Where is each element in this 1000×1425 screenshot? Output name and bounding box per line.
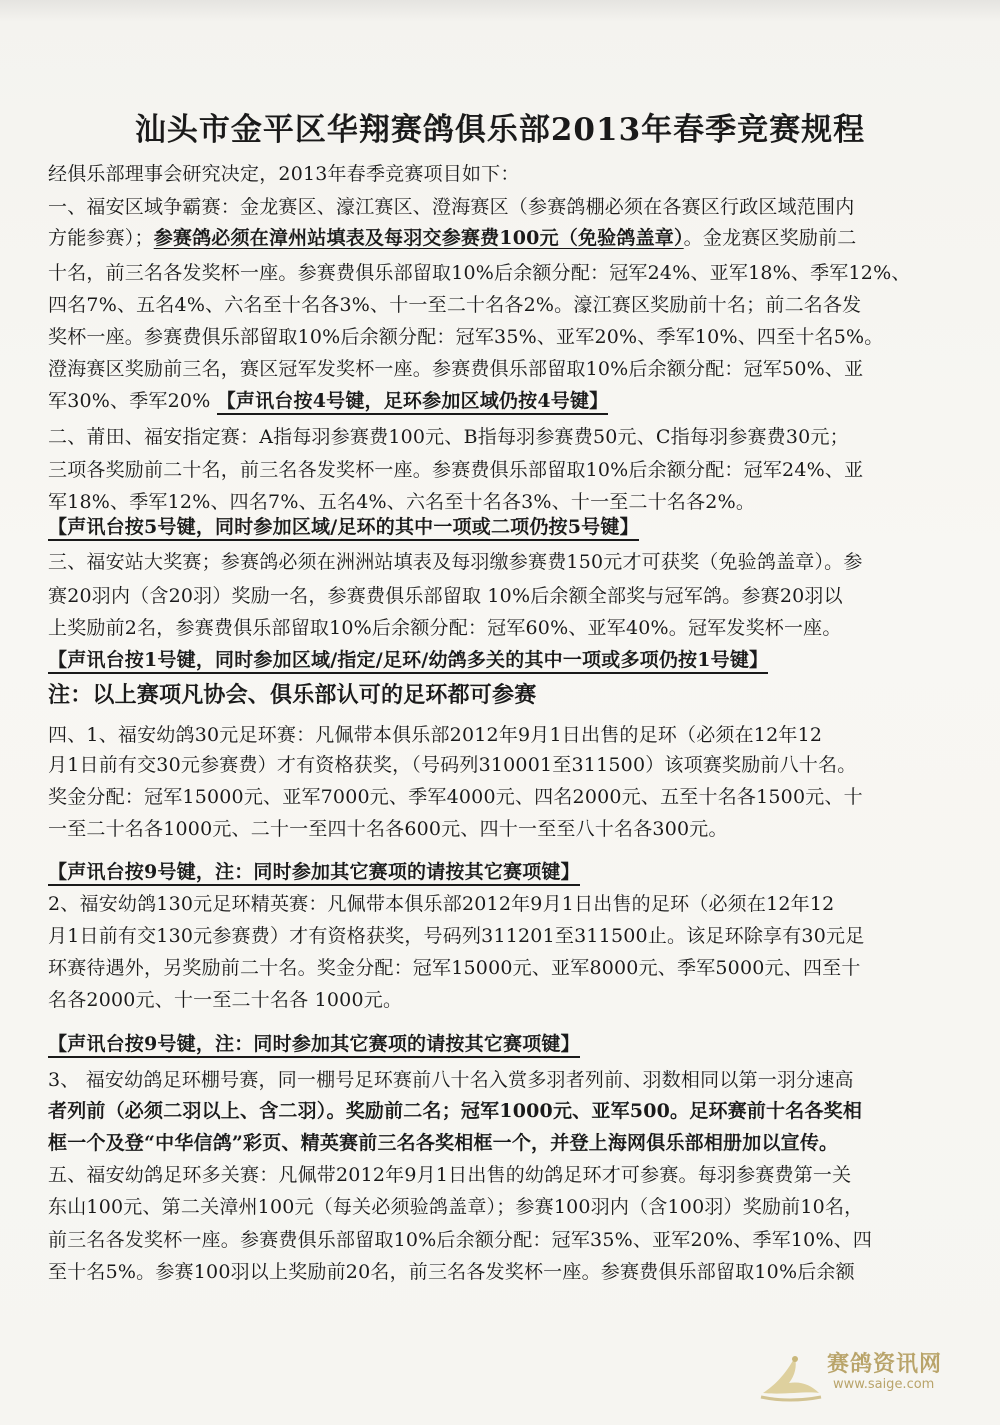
site-watermark xyxy=(755,1345,970,1405)
body-line: 奖杯一座。参赛费俱乐部留取10%后余额分配：冠军35%、亚军20%、季军10%、四至十名5%。 xyxy=(48,326,884,348)
body-line: 前三名各发奖杯一座。参赛费俱乐部留取10%后余额分配：冠军35%、亚军20%、季军10%、四 xyxy=(48,1229,873,1251)
body-line: 名各2000元、十一至二十名各 1000元。 xyxy=(48,989,403,1011)
body-line: 四名7%、五名4%、六名至十名各3%、十一至二十名各2%。濠江赛区奖励前十名；前二名各发 xyxy=(48,294,862,316)
body-line xyxy=(48,510,968,544)
line-text: 军30%、季军20% xyxy=(48,390,217,412)
hotline-key-note: 【声讯台按9号键，注：同时参加其它赛项的请按其它赛项键】 xyxy=(48,1033,580,1058)
body-line: 四、1、福安幼鸽30元足环赛：凡佩带本俱乐部2012年9月1日出售的足环（必须在12年12 xyxy=(48,724,823,746)
body-line: 2、福安幼鸽130元足环精英赛：凡佩带本俱乐部2012年9月1日出售的足环（必须在12年12 xyxy=(48,893,835,915)
hotline-key-note: 【声讯台按9号键，注：同时参加其它赛项的请按其它赛项键】 xyxy=(48,861,580,886)
body-line: 框一个及登“中华信鸽”彩页、精英赛前三名各奖相框一个，并登上海网俱乐部相册加以宣传。 xyxy=(48,1132,839,1154)
body-line: 注：以上赛项凡协会、俱乐部认可的足环都可参赛 xyxy=(48,682,537,708)
document-title: 汕头市金平区华翔赛鸽俱乐部2013年春季竞赛规程 xyxy=(134,112,866,148)
underlined-emphasis: 参赛鸽必须在漳州站填表及每羽交参赛费100元（免验鸽盖章） xyxy=(153,227,684,249)
body-line xyxy=(48,221,968,255)
body-line: 二、莆田、福安指定赛：A指每羽参赛费100元、B指每羽参赛费50元、C指每羽参赛费30元； xyxy=(48,426,849,448)
watermark-site-name: 赛鸽资讯网 xyxy=(827,1352,943,1377)
body-line: 三、福安站大奖赛；参赛鸽必须在洲洲站填表及每羽缴参赛费150元才可获奖（免验鸽盖章）。参 xyxy=(48,551,863,573)
body-line: 者列前（必须二羽以上、含二羽）。奖励前二名；冠军1000元、亚军500。足环赛前十名各奖相 xyxy=(48,1100,863,1122)
body-line: 至十名5%。参赛100羽以上奖励前20名，前三名各发奖杯一座。参赛费俱乐部留取10%后余额 xyxy=(48,1261,855,1283)
body-line: 奖金分配：冠军15000元、亚军7000元、季军4000元、四名2000元、五至十名各1500元、十 xyxy=(48,786,863,808)
dove-logo-icon xyxy=(755,1345,825,1405)
hotline-key-note: 【声讯台按1号键，同时参加区域/指定/足环/幼鸽多关的其中一项或多项仍按1号键】 xyxy=(48,649,768,674)
body-line: 环赛待遇外，另奖励前二十名。奖金分配：冠军15000元、亚军8000元、季军5000元、四至十 xyxy=(48,957,861,979)
line-text: 。金龙赛区奖励前二 xyxy=(683,227,857,249)
body-line xyxy=(48,643,968,677)
body-line: 三项各奖励前二十名，前三名各发奖杯一座。参赛费俱乐部留取10%后余额分配：冠军24%、亚 xyxy=(48,459,864,481)
body-line: 十名，前三名各发奖杯一座。参赛费俱乐部留取10%后余额分配：冠军24%、亚军18%、季军12%、 xyxy=(48,262,911,284)
body-line: 月1日前有交30元参赛费）才有资格获奖，（号码列310001至311500）该项赛奖励前八十名。 xyxy=(48,754,857,776)
body-line: 一、福安区域争霸赛：金龙赛区、濠江赛区、澄海赛区（参赛鸽棚必须在各赛区行政区域范围内 xyxy=(48,196,855,218)
body-line: 赛20羽内（含20羽）奖励一名，参赛费俱乐部留取 10%后余额全部奖与冠军鸽。参赛20羽以 xyxy=(48,585,843,607)
body-line: 月1日前有交130元参赛费）才有资格获奖，号码列311201至311500止。该足环除享有30元足 xyxy=(48,925,865,947)
body-line xyxy=(48,855,968,889)
body-line: 东山100元、第二关漳州100元（每关必须验鸽盖章）；参赛100羽内（含100羽）奖励前10名， xyxy=(48,1196,864,1218)
scan-edge-shadow xyxy=(0,0,1000,22)
body-line: 上奖励前2名，参赛费俱乐部留取10%后余额分配：冠军60%、亚军40%。冠军发奖杯一座。 xyxy=(48,617,842,639)
hotline-key-note: 【声讯台按5号键，同时参加区域/足环的其中一项或二项仍按5号键】 xyxy=(48,516,639,541)
body-line: 3、 福安幼鸽足环棚号赛，同一棚号足环赛前八十名入赏多羽者列前、羽数相同以第一羽分速高 xyxy=(48,1069,854,1091)
body-line: 军18%、季军12%、四名7%、五名4%、六名至十名各3%、十一至二十名各2%。 xyxy=(48,491,756,513)
body-line: 一至二十名各1000元、二十一至四十名各600元、四十一至至八十名各300元。 xyxy=(48,818,728,840)
body-line xyxy=(48,1027,968,1061)
hotline-key-note: 【声讯台按4号键，足环参加区域仍按4号键】 xyxy=(217,390,609,415)
body-line xyxy=(48,384,968,418)
body-line: 经俱乐部理事会研究决定，2013年春季竞赛项目如下： xyxy=(48,163,520,185)
watermark-url: www.saige.com xyxy=(833,1377,935,1392)
body-line: 五、福安幼鸽足环多关赛：凡佩带2012年9月1日出售的幼鸽足环才可参赛。每羽参赛费第一关 xyxy=(48,1164,852,1186)
line-text: 方能参赛）； xyxy=(48,227,154,249)
body-line: 澄海赛区奖励前三名，赛区冠军发奖杯一座。参赛费俱乐部留取10%后余额分配：冠军50%、亚 xyxy=(48,358,864,380)
